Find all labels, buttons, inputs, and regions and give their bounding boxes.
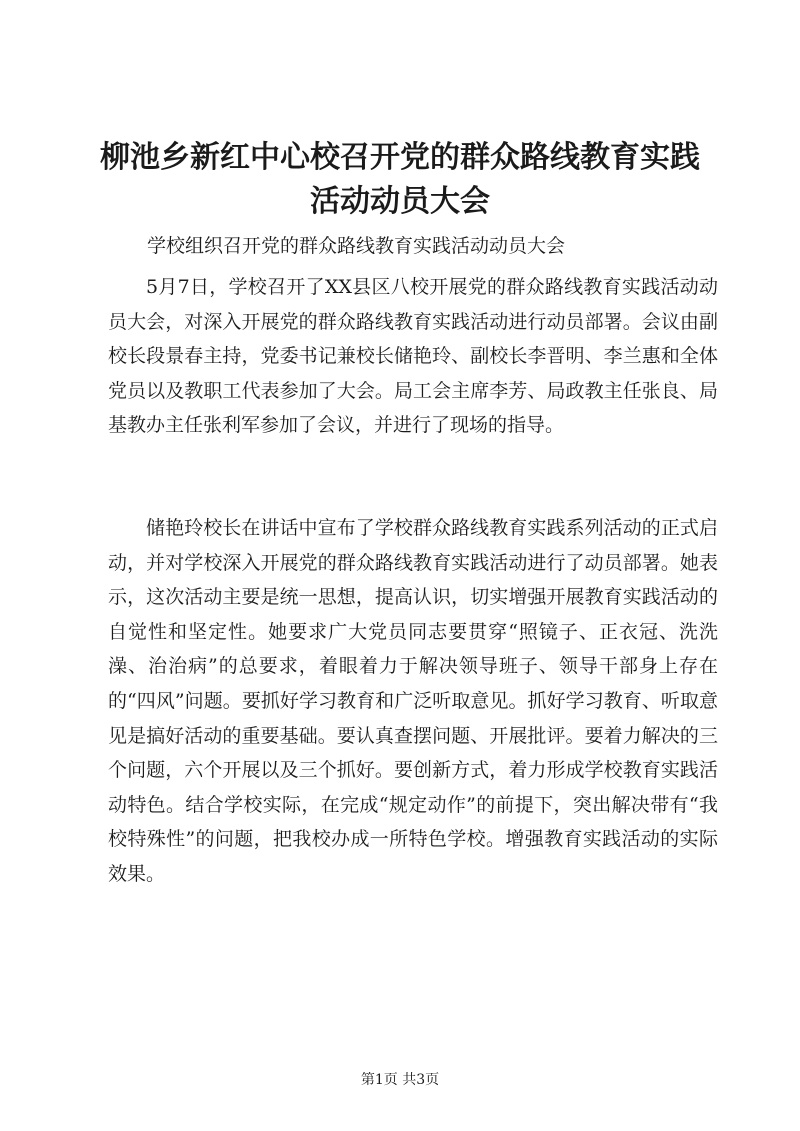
title-line-1: 柳池乡新红中心校召开党的群众路线教育实践 (100, 140, 700, 175)
title-line-2: 活动动员大会 (310, 184, 490, 219)
body-paragraph-2: 储艳玲校长在讲话中宣布了学校群众路线教育实践系列活动的正式启动，并对学校深入开展党的群众路线教育实践活动进行了动员部署。她表示，这次活动主要是统一思想，提高认识，切实增强开展教育实践活动的自觉性和坚定性。她要求广大党员同志要贯穿“照镜子、正衣冠、洗洗澡、治治病”的总要求，着眼着力于解决领导班子、领导干部身上存在的“四风”问题。要抓好学习教育和广泛听取意见。抓好学习教育、听取意见是搞好活动的重要基础。要认真查摆问题、开展批评。要着力解决的三个问题，六个开展以及三个抓好。要创新方式，着力形成学校教育实践活动特色。结合学校实际，在完成“规定动作”的前提下，突出解决带有“我校特殊性”的问题，把我校办成一所特色学校。增强教育实践活动的实际效果。 (108, 517, 718, 885)
document-subtitle: 学校组织召开党的群众路线教育实践活动动员大会 (147, 235, 566, 257)
page-footer: 第1页 共3页 (360, 1072, 440, 1088)
document-title (90, 136, 710, 224)
body-paragraph-1: 5月7日，学校召开了XX县区八校开展党的群众路线教育实践活动动员大会，对深入开展党的群众路线教育实践活动进行动员部署。会议由副校长段景春主持，党委书记兼校长储艳玲、副校长李晋明、李兰惠和全体党员以及教职工代表参加了大会。局工会主席李芳、局政教主任张良、局基教办主任张利军参加了会议，并进行了现场的指导。 (108, 276, 718, 437)
